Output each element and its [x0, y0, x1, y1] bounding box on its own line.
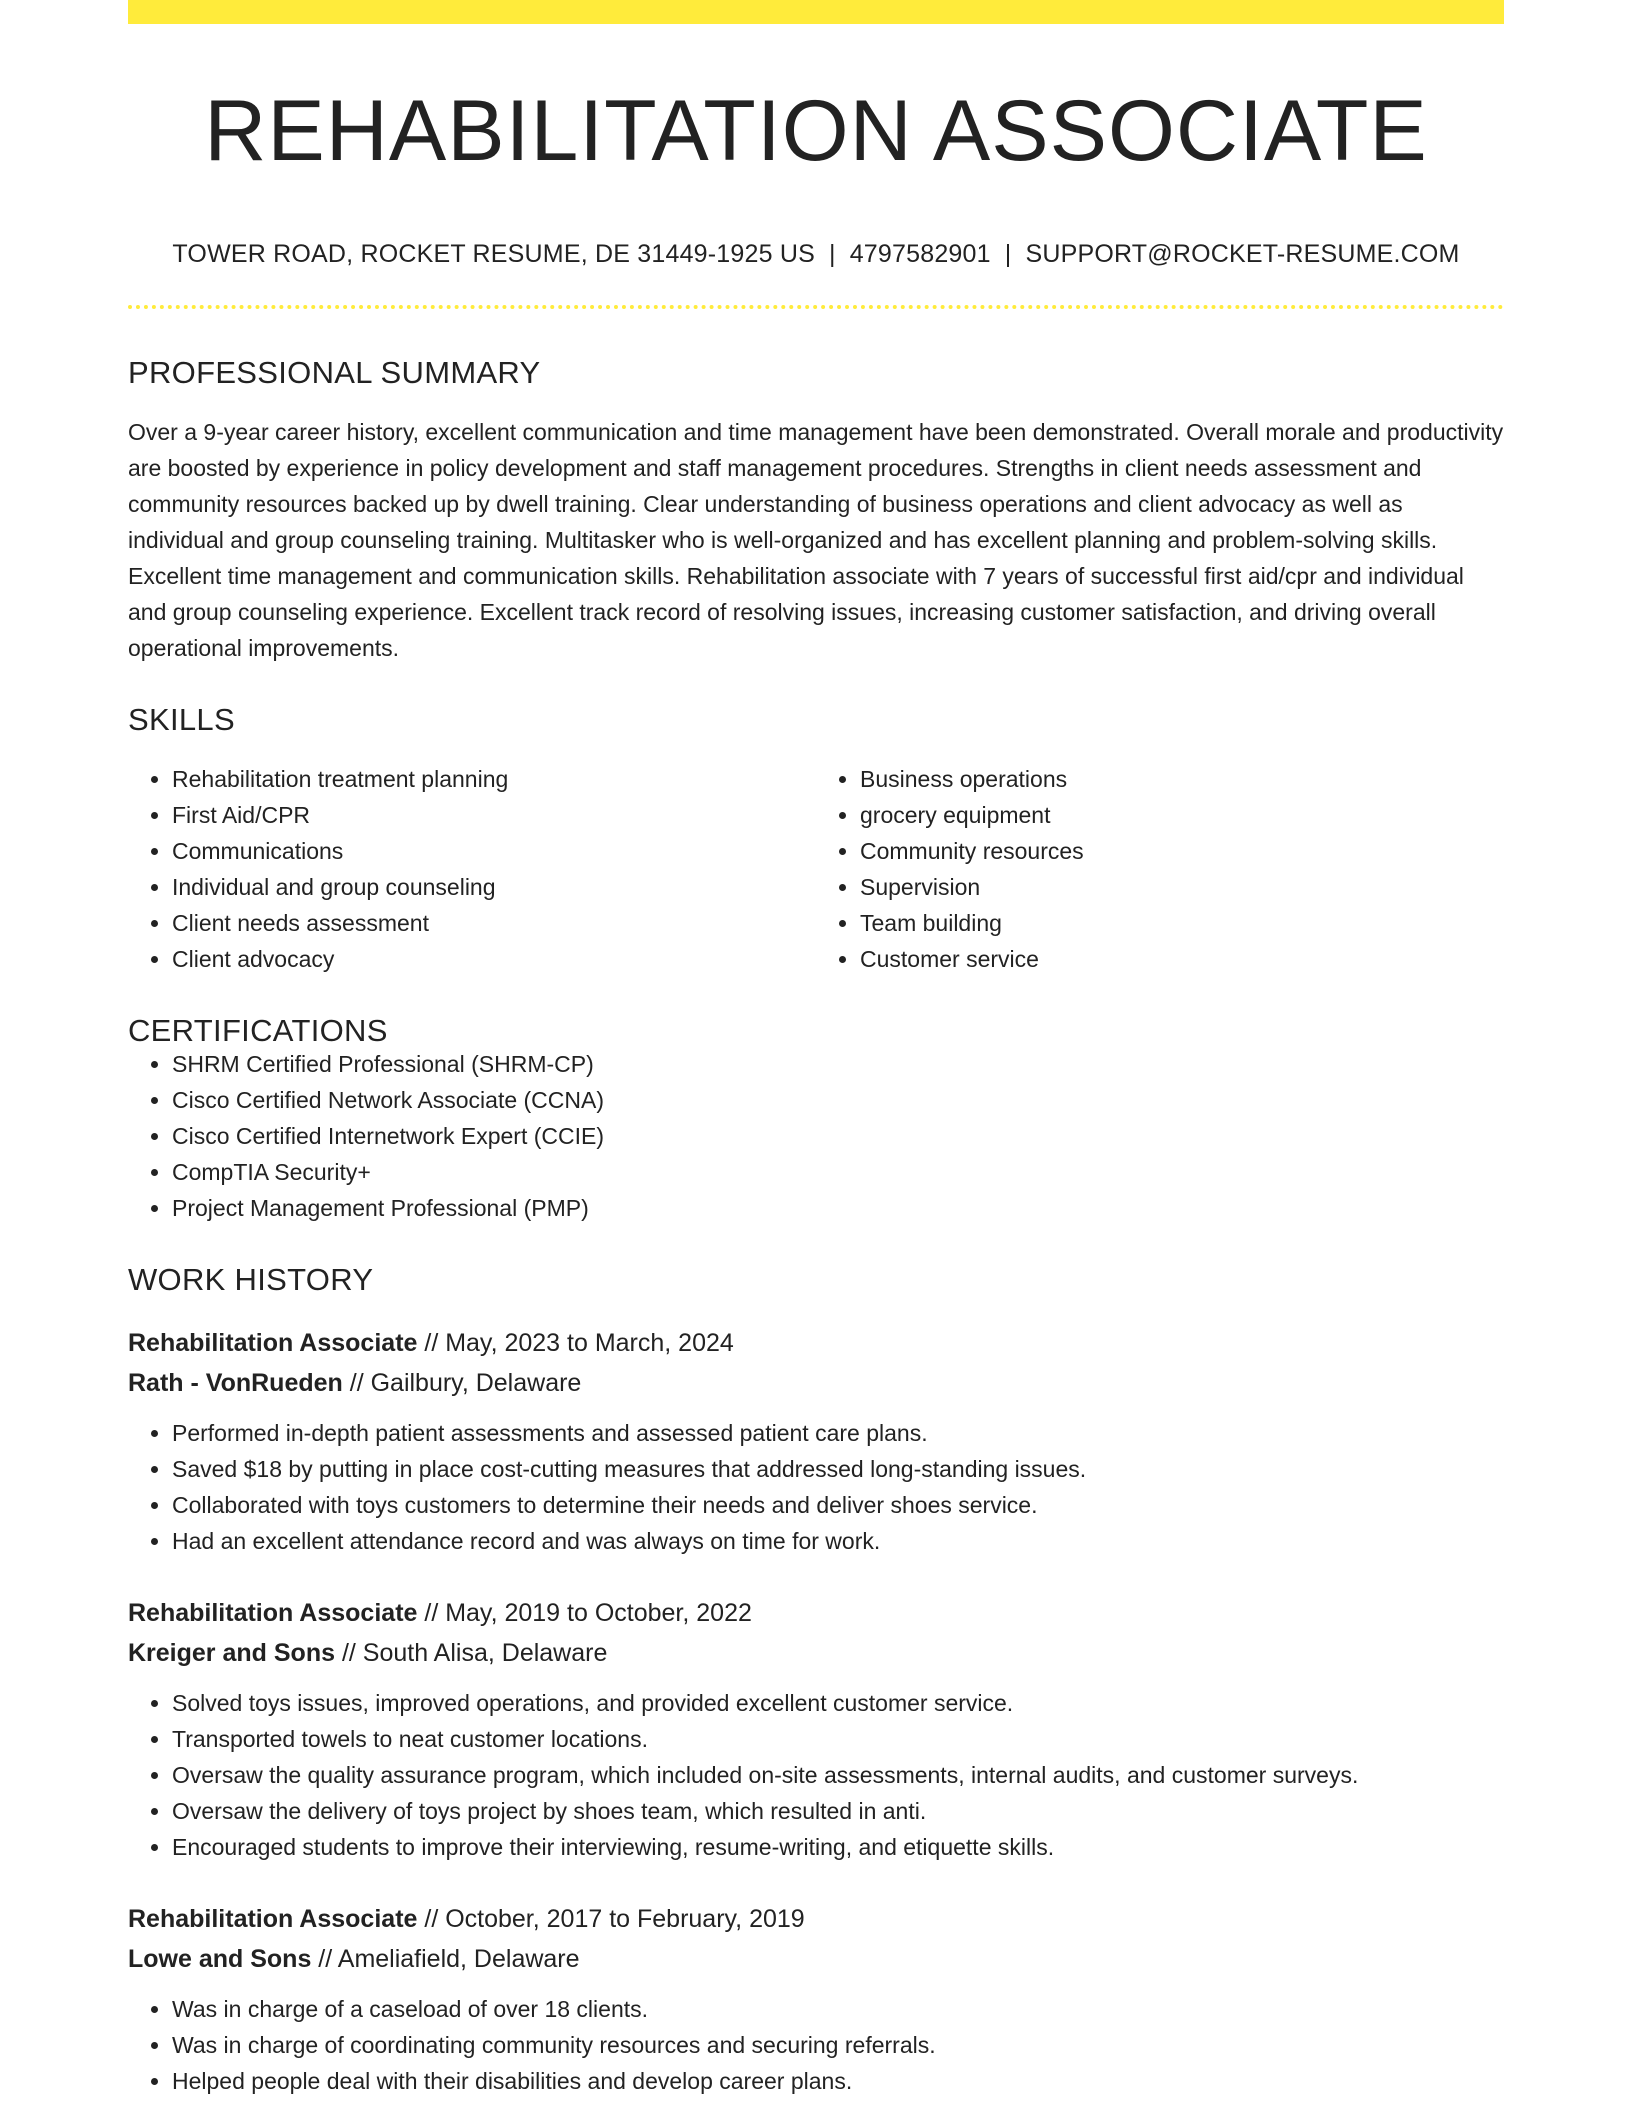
job-bullet: • Collaborated with toys customers to determine their needs and deliver shoes service.: [172, 1487, 1504, 1523]
job-company: Rath - VonRueden: [128, 1369, 343, 1397]
certifications-heading: CERTIFICATIONS: [128, 1013, 388, 1048]
summary-text: Over a 9-year career history, excellent communication and time management have been demonstrated. Overall morale and productivity are boosted by experience in policy development and staff management procedures. Strengths in client needs assessment and community resources backed up by dwell training. Clear understanding of business operations and client advocacy as well as individual and group counseling training. Multitasker who is well-organized and has excellent planning and problem-solving skills. Excellent time management and communication skills. Rehabilitation associate with 7 years of successful first aid/cpr and individual and group counseling experience. Excellent track record of resolving issues, increasing customer satisfaction, and driving overall operational improvements.: [128, 419, 1504, 661]
job-bullet: • Oversaw the delivery of toys project by shoes team, which resulted in anti.: [172, 1793, 1504, 1829]
skills-columns: [128, 761, 1504, 977]
certification-item: • Project Management Professional (PMP): [172, 1190, 1504, 1226]
job-title-line: [128, 1323, 1504, 1363]
skill-item: • Client needs assessment: [172, 905, 816, 941]
contact-line: [128, 242, 1504, 267]
job-title-line: [128, 1899, 1504, 1939]
skill-item: • grocery equipment: [860, 797, 1504, 833]
job-bullets: [128, 1415, 1504, 1559]
certifications-list: [128, 1046, 1504, 1226]
job-location: // Ameliafield, Delaware: [311, 1945, 580, 1973]
job-entry: [128, 1323, 1504, 1559]
skill-item: • Individual and group counseling: [172, 869, 816, 905]
job-company: Kreiger and Sons: [128, 1639, 335, 1667]
work-history-heading: WORK HISTORY: [128, 1262, 374, 1297]
contact-phone: 4797582901: [849, 240, 991, 268]
certification-item: • CompTIA Security+: [172, 1154, 1504, 1190]
job-title-line: [128, 1593, 1504, 1633]
job-entry: [128, 1899, 1504, 2099]
top-accent-bar: [128, 0, 1504, 24]
job-bullet: • Was in charge of a caseload of over 18 clients.: [172, 1991, 1504, 2027]
skill-item: • Communications: [172, 833, 816, 869]
job-bullet: • Helped people deal with their disabilities and develop career plans.: [172, 2063, 1504, 2099]
job-entry: [128, 1593, 1504, 1865]
header-divider: [128, 305, 1504, 309]
skills-list-right: [816, 761, 1504, 977]
job-bullets: [128, 1685, 1504, 1865]
job-dates: // May, 2019 to October, 2022: [417, 1599, 752, 1627]
job-bullet: • Had an excellent attendance record and was always on time for work.: [172, 1523, 1504, 1559]
skills-heading: SKILLS: [128, 702, 235, 737]
resume-name: REHABILITATION ASSOCIATE: [204, 83, 1428, 179]
skill-item: • First Aid/CPR: [172, 797, 816, 833]
job-bullet: • Encouraged students to improve their interviewing, resume-writing, and etiquette skills.: [172, 1829, 1504, 1865]
certification-item: • Cisco Certified Network Associate (CCNA): [172, 1082, 1504, 1118]
job-location: // Gailbury, Delaware: [342, 1369, 582, 1397]
job-company: Lowe and Sons: [128, 1945, 312, 1973]
job-bullet: • Oversaw the quality assurance program, which included on-site assessments, internal audits, and customer surveys.: [172, 1757, 1504, 1793]
skill-item: • Community resources: [860, 833, 1504, 869]
contact-separator: |: [1004, 240, 1012, 268]
contact-separator: |: [829, 240, 836, 268]
job-bullet: • Was in charge of coordinating community resources and securing referrals.: [172, 2027, 1504, 2063]
job-dates: // October, 2017 to February, 2019: [417, 1905, 805, 1933]
job-bullets: [128, 1991, 1504, 2099]
job-role: Rehabilitation Associate: [128, 1329, 418, 1357]
resume-page: [128, 0, 1504, 2099]
skill-item: • Client advocacy: [172, 941, 816, 977]
summary-heading: PROFESSIONAL SUMMARY: [128, 355, 541, 390]
job-role: Rehabilitation Associate: [128, 1905, 418, 1933]
job-company-line: [128, 1633, 1504, 1673]
job-location: // South Alisa, Delaware: [335, 1639, 608, 1667]
job-bullet: • Transported towels to neat customer locations.: [172, 1721, 1504, 1757]
job-bullet: • Saved $18 by putting in place cost-cutting measures that addressed long-standing issues.: [172, 1451, 1504, 1487]
certification-item: • SHRM Certified Professional (SHRM-CP): [172, 1046, 1504, 1082]
skill-item: • Business operations: [860, 761, 1504, 797]
contact-email: SUPPORT@ROCKET-RESUME.COM: [1025, 240, 1460, 268]
contact-address: TOWER ROAD, ROCKET RESUME, DE 31449-1925 US: [172, 240, 815, 268]
skills-list-left: [128, 761, 816, 977]
skill-item: • Team building: [860, 905, 1504, 941]
job-bullet: • Solved toys issues, improved operations, and provided excellent customer service.: [172, 1685, 1504, 1721]
job-dates: // May, 2023 to March, 2024: [417, 1329, 734, 1357]
skill-item: • Customer service: [860, 941, 1504, 977]
job-role: Rehabilitation Associate: [128, 1599, 418, 1627]
skill-item: • Supervision: [860, 869, 1504, 905]
certification-item: • Cisco Certified Internetwork Expert (CCIE): [172, 1118, 1504, 1154]
job-company-line: [128, 1939, 1504, 1979]
skill-item: • Rehabilitation treatment planning: [172, 761, 816, 797]
job-company-line: [128, 1363, 1504, 1403]
job-bullet: • Performed in-depth patient assessments and assessed patient care plans.: [172, 1415, 1504, 1451]
